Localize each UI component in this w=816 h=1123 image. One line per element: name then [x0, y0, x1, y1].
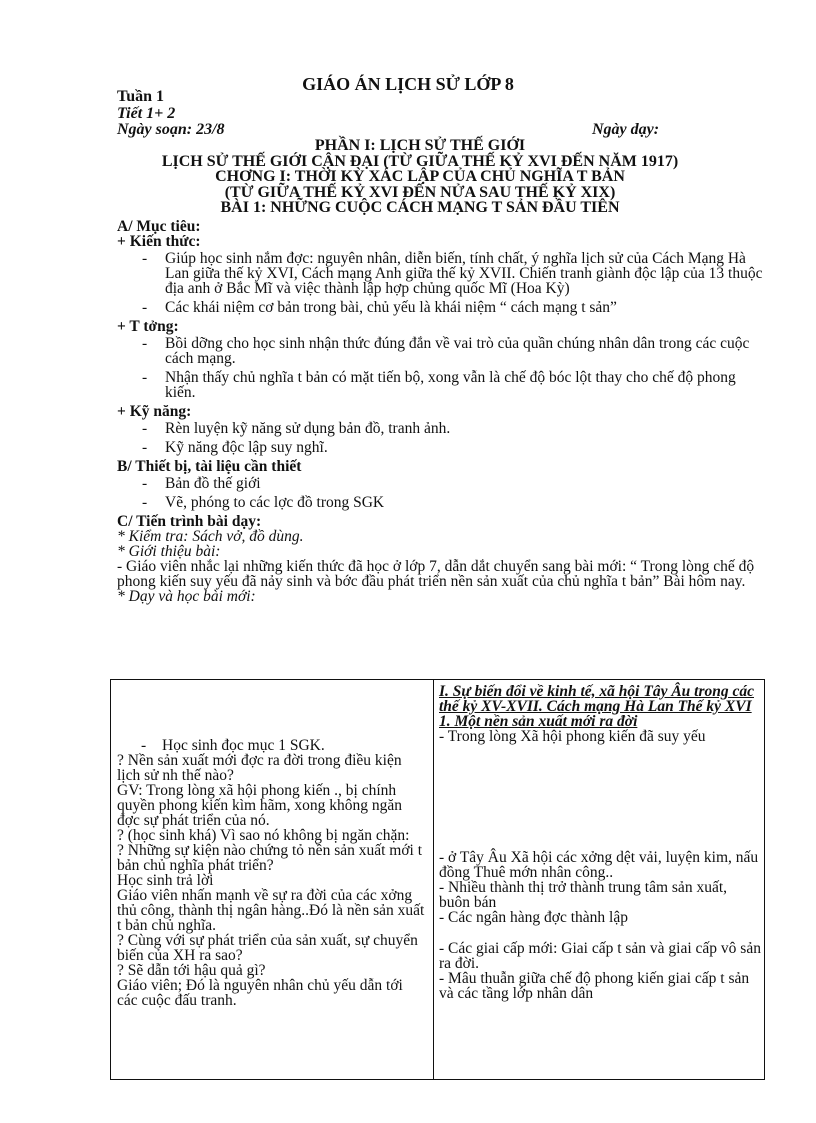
teach-heading: * Dạy và học bài mới:: [117, 588, 256, 605]
week-label: Tuần 1: [117, 88, 164, 105]
lesson-table: [110, 679, 765, 1080]
content-point: - ở Tây Âu Xã hội các xởng dệt vải, luyện kim, nấu đồng Thuê mớn nhân công..: [439, 849, 759, 881]
equipment-item: - Bản đồ thế giới: [117, 476, 767, 491]
left-line: ? Cùng với sự phát triển của sản xuất, sự chuyển biến của XH ra sao?: [117, 932, 418, 964]
knowledge-item: - Giúp học sinh nắm đợc: nguyên nhân, diễn biến, tính chất, ý nghĩa lịch sử của Cách Mạng Hà Lan giữa thế kỷ XVI, Cách mạng Anh giữa thế kỷ XVII. Chiến tranh giành độc lập của 13 thuộc địa anh ở Bắc Mĩ và việc thành lập hợp chủng quốc Mĩ (Hoa Kỳ): [117, 251, 767, 296]
equipment-item: - Vẽ, phóng to các lợc đồ trong SGK: [117, 495, 767, 510]
chapter-subheading: (TỪ GIỮA THẾ KỶ XVI ĐẾN NỬA SAU THẾ KỶ XIX): [224, 183, 616, 201]
content-point: - Các ngân hàng đợc thành lập: [439, 909, 628, 926]
content-point: - Nhiều thành thị trở thành trung tâm sản xuất, buôn bán: [439, 879, 727, 911]
content-point: - Các giai cấp mới: Giai cấp t sản và giai cấp vô sản ra đời.: [439, 940, 761, 972]
knowledge-item: - Các khái niệm cơ bản trong bài, chủ yếu là khái niệm “ cách mạng t sản”: [117, 300, 767, 315]
era-heading: LỊCH SỬ THẾ GIỚI CẬN ĐẠI (TỪ GIỮA THẾ KỶ XVI ĐẾN NĂM 1917): [161, 152, 679, 170]
left-line: ? (học sinh khá) Vì sao nó không bị ngăn chặn:: [117, 827, 410, 844]
left-bullet: - Học sinh đọc mục 1 SGK.: [117, 738, 427, 753]
intro-text: - Giáo viên nhắc lại những kiến thức đã học ở lớp 7, dẫn dắt chuyển sang bài mới: “ Trong lòng chế độ phong kiến suy yếu đã nảy sinh và bớc đầu phát triển nền sản xuất của chủ nghĩa t bản” Bài hôm nay.: [117, 558, 755, 590]
thought-item: - Bồi dỡng cho học sinh nhận thức đúng đắn về vai trò của quần chúng nhân dân trong các cuộc cách mạng.: [117, 336, 767, 366]
left-line: ? Sẽ dẫn tới hậu quả gì?: [117, 962, 266, 979]
thought-item: - Nhận thấy chủ nghĩa t bản có mặt tiến bộ, xong vẫn là chế độ bóc lột thay cho chế độ phong kiến.: [117, 370, 767, 400]
skills-item: - Rèn luyện kỹ năng sử dụng bản đồ, tranh ảnh.: [117, 421, 767, 436]
lesson-body: [117, 219, 767, 604]
knowledge-heading: + Kiến thức:: [117, 233, 201, 250]
teach-day-label: Ngày dạy:: [592, 121, 660, 138]
left-line: Giáo viên; Đó là nguyên nhân chủ yếu dẫn tới các cuộc đấu tranh.: [117, 977, 403, 1009]
thought-heading: + T tởng:: [117, 318, 179, 335]
left-line: ? Những sự kiện nào chứng tỏ nền sản xuất mới t bản chủ nghĩa phát triển?: [117, 842, 423, 874]
chapter-heading: CHƠNG I: THỜI KỲ XÁC LẬP CỦA CHỦ NGHĨA T BẢN: [215, 168, 625, 185]
left-line: ? Nền sản xuất mới đợc ra đời trong điều kiện lịch sử nh thế nào?: [117, 752, 402, 784]
skills-heading: + Kỹ năng:: [117, 403, 192, 420]
equipment-heading: B/ Thiết bị, tài liệu cần thiết: [117, 458, 302, 475]
prep-date-label: Ngày soạn: 23/8: [117, 121, 225, 138]
lesson-heading: BÀI 1: NHỮNG CUỘC CÁCH MẠNG T SẢN ĐẦU TIÊN: [220, 199, 620, 216]
document-title: GIÁO ÁN LỊCH SỬ LỚP 8: [302, 74, 514, 94]
goals-heading: A/ Mục tiêu:: [117, 218, 201, 235]
left-line: Học sinh trả lời: [117, 872, 214, 889]
teacher-activity-cell: [111, 680, 434, 1080]
skills-item: - Kỹ năng độc lập suy nghĩ.: [117, 440, 767, 455]
section-heading: I. Sự biến đổi về kinh tế, xã hội Tây Âu trong các thế kỷ XV-XVII. Cách mạng Hà Lan Thế kỷ XVI: [439, 683, 754, 715]
period-label: Tiết 1+ 2: [117, 105, 176, 122]
check-line: * Kiểm tra: Sách vở, đồ dùng.: [117, 528, 304, 545]
lesson-headings: [100, 138, 740, 216]
process-heading: C/ Tiến trình bài dạy:: [117, 513, 262, 530]
table-row: [111, 680, 765, 1080]
left-line: Giáo viên nhấn mạnh về sự ra đời của các xởng thủ công, thành thị ngân hàng..Đó là nền sản xuất t bản chủ nghĩa.: [117, 887, 425, 934]
intro-heading: * Giới thiệu bài:: [117, 543, 221, 560]
left-line: GV: Trong lòng xã hội phong kiến ., bị chính quyền phong kiến kìm hãm, xong không ngăn đợc sự phát triển của nó.: [117, 782, 402, 829]
content-point: - Trong lòng Xã hội phong kiến đã suy yếu: [439, 728, 706, 745]
content-cell: [434, 680, 765, 1080]
part-heading: PHẦN I: LỊCH SỬ THẾ GIỚI: [314, 137, 526, 154]
content-point: - Mâu thuẫn giữa chế độ phong kiến giai cấp t sản và các tầng lớp nhân dân: [439, 970, 750, 1002]
subsection-heading: 1. Một nền sản xuất mới ra đời: [439, 713, 638, 730]
